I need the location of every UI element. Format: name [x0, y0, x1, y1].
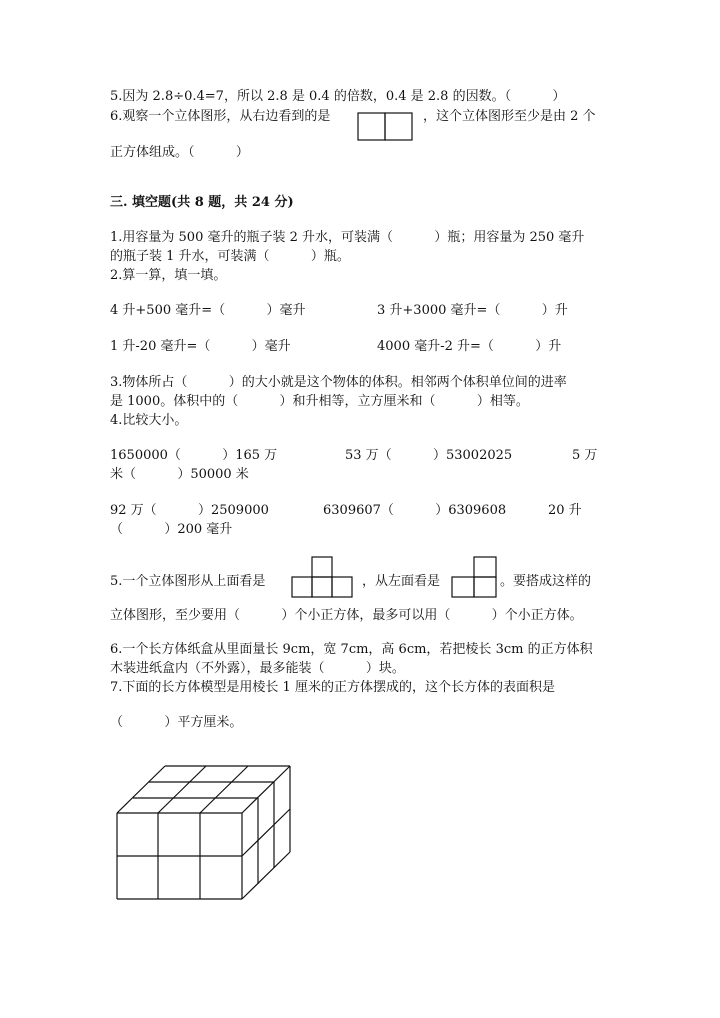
- fill-4-r2d: （ ）200 毫升: [110, 522, 233, 537]
- right-view-figure: [357, 112, 415, 142]
- fill-2-c: 1 升-20 毫升=（ ）毫升: [110, 339, 291, 354]
- cuboid-figure: [110, 756, 300, 906]
- fill-7-line1: 7.下面的长方体模型是用棱长 1 厘米的正方体摆成的，这个长方体的表面积是: [110, 680, 555, 695]
- fill-4-r2b: 6309607（ ）6309608: [323, 503, 507, 518]
- fill-4-title: 4.比较大小。: [110, 413, 188, 428]
- fill-4-r1a: 1650000（ ）165 万: [110, 448, 278, 463]
- fill-1-line2: 的瓶子装 1 升水，可装满（ ）瓶。: [110, 249, 350, 264]
- fill-1-line1: 1.用容量为 500 毫升的瓶子装 2 升水，可装满（ ）瓶；用容量为 250 毫升: [110, 230, 585, 245]
- fill-5-before: 5.一个立体图形从上面看是: [110, 574, 266, 589]
- fill-2-a: 4 升+500 毫升=（ ）毫升: [110, 303, 306, 318]
- top-view-figure: [291, 556, 355, 600]
- fill-4-r2a: 92 万（ ）2509000: [110, 503, 269, 518]
- fill-4-r1c: 5 万: [572, 448, 598, 463]
- fill-4-r2c: 20 升: [548, 503, 582, 518]
- question-6-judge-text-after: ，这个立体图形至少是由 2 个: [423, 109, 596, 124]
- fill-3-line2: 是 1000。体积中的（ ）和升相等，立方厘米和（ ）相等。: [110, 394, 529, 409]
- fill-5-after: 。要搭成这样的: [500, 574, 592, 589]
- question-6-judge-line2: 正方体组成。（ ）: [110, 145, 249, 160]
- fill-6-line1: 6.一个长方体纸盒从里面量长 9cm，宽 7cm，高 6cm，若把棱长 3cm 的正方体积: [110, 642, 593, 657]
- fill-2-b: 3 升+3000 毫升=（ ）升: [377, 303, 568, 318]
- fill-3-line1: 3.物体所占（ ）的大小就是这个物体的体积。相邻两个体积单位间的进率: [110, 375, 567, 390]
- fill-4-r1d: 米（ ）50000 米: [110, 467, 249, 482]
- fill-7-line2: （ ）平方厘米。: [110, 715, 243, 730]
- fill-6-line2: 木装进纸盒内（不外露），最多能装（ ）块。: [110, 661, 405, 676]
- fill-5-middle: ，从左面看是: [362, 574, 441, 589]
- fill-5-line2: 立体图形，至少要用（ ）个小正方体，最多可以用（ ）个小正方体。: [110, 608, 583, 623]
- question-5-judge: 5.因为 2.8÷0.4=7，所以 2.8 是 0.4 的倍数，0.4 是 2.8 的因数。（ ）: [110, 89, 566, 104]
- section-title: 三. 填空题(共 8 题，共 24 分): [110, 195, 294, 210]
- fill-2-title: 2.算一算，填一填。: [110, 268, 227, 283]
- left-view-figure: [451, 556, 499, 600]
- fill-2-d: 4000 毫升-2 升=（ ）升: [377, 339, 562, 354]
- question-6-judge-text: 6.观察一个立体图形，从右边看到的是: [110, 109, 331, 124]
- fill-4-r1b: 53 万（ ）53002025: [345, 448, 513, 463]
